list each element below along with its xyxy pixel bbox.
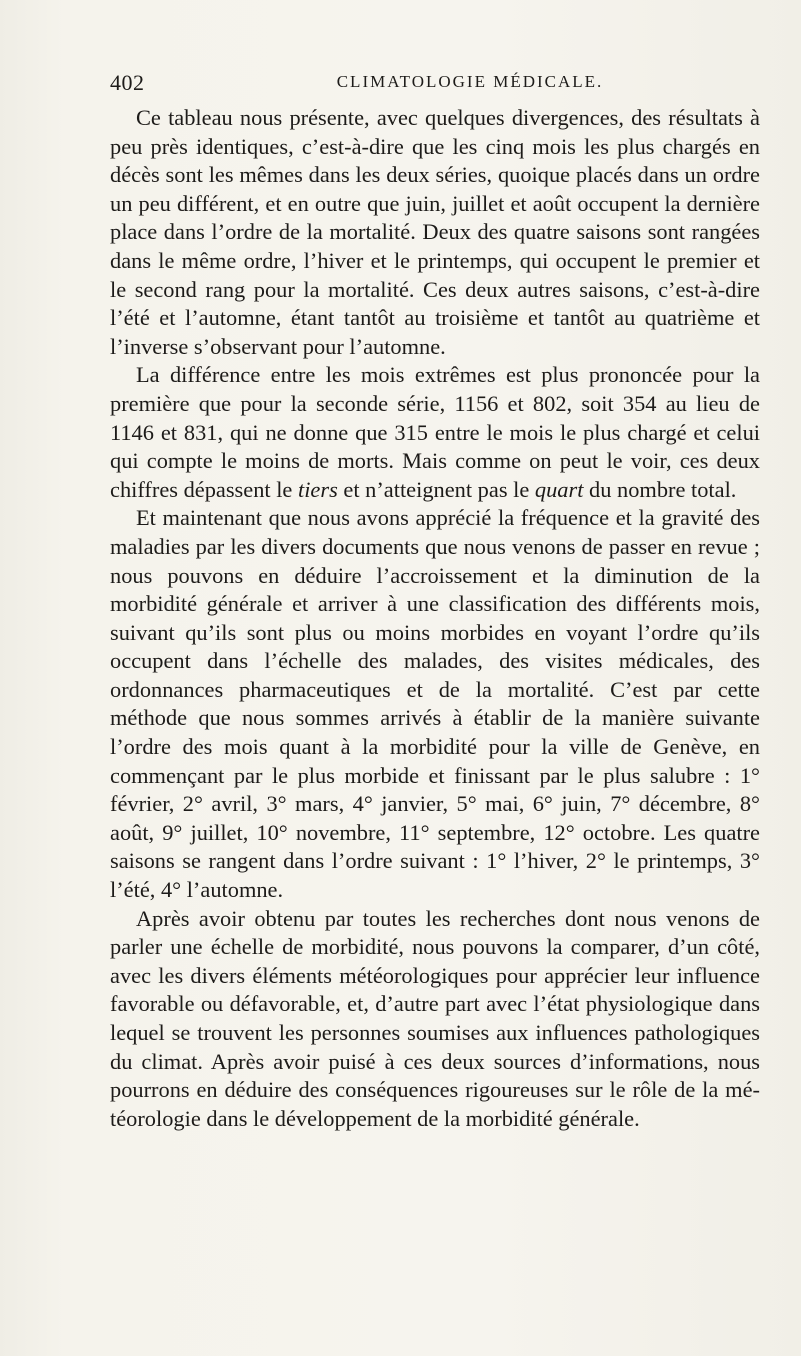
paragraph-3 bbox=[110, 504, 760, 904]
page-number: 402 bbox=[110, 70, 145, 95]
paragraph-3-text: Et maintenant que nous avons apprécié la fréquence et la gravité des maladies par les divers documents que nous venons de passer en revue ; nous pouvons en déduire l’accroissement et la diminution de la morbidité générale et arriver à une classification des différents mois, suivant qu’ils sont plus ou moins morbides en voyant l’ordre qu’ils occupent dans l’échelle des malades, des visites médicales, des ordonnances pharmaceutiques et de la mortalité. C’est par cette méthode que nous sommes arrivés à établir de la manière suivante l’ordre des mois quant à la morbidité pour la ville de Genève, en commençant par le plus morbide et finissant par le plus salubre : 1° février, 2° avril, 3° mars, 4° janvier, 5° mai, 6° juin, 7° décembre, 8° août, 9° juillet, 10° novembre, 11° septembre, 12° octobre. Les quatre saisons se rangent dans l’ordre suivant : 1° l’hiver, 2° le printemps, 3° l’été, 4° l’automne. bbox=[110, 505, 760, 903]
paragraph-4 bbox=[110, 905, 760, 1134]
paragraph-4-text: Après avoir obtenu par toutes les recherches dont nous venons de parler une échelle de morbidité, nous pouvons la comparer, d’un côté, avec les divers éléments météorologiques pour apprécier leur influence favorable ou défavorable, et, d’autre part avec l’état physiologique dans lequel se trouvent les personnes soumises aux influences pathologiques du climat. Après avoir puisé à ces deux sources d’informations, nous pourrons en déduire des conséquences rigoureuses sur le rôle de la météorologie dans le développement de la morbidité générale. bbox=[110, 905, 760, 1131]
italic-quart: quart bbox=[534, 476, 584, 502]
paragraph-1-text: Ce tableau nous présente, avec quelques divergences, des résultats à peu près identiques, c’est-à-dire que les cinq mois les plus chargés en décès sont les mêmes dans les deux séries, quoique placés dans un ordre un peu différent, et en outre que juin, juillet et août occupent la dernière place dans l’ordre de la mortalité. Deux des quatre saisons sont rangées dans le même ordre, l’hiver et le printemps, qui occupent le premier et le second rang pour la mortalité. Ces deux autres saisons, c’est-à-dire l’été et l’automne, étant tantôt au troisième et tantôt au quatrième et l’inverse s’observant pour l’automne. bbox=[110, 105, 760, 359]
running-title: CLIMATOLOGIE MÉDICALE. bbox=[336, 72, 604, 91]
paragraph-1 bbox=[110, 104, 760, 361]
paragraph-2-text-a: La différence entre les mois extrêmes est plus prononcée pour la première que pour la seconde série, 1156 et 802, soit 354 au lieu de 1146 et 831, qui ne donne que 315 entre le mois le plus chargé et celui qui compte le moins de morts. Mais comme on peut le voir, ces deux chiffres dépassent le bbox=[110, 362, 760, 502]
italic-tiers: tiers bbox=[297, 476, 338, 502]
paragraph-2-text-c: du nombre total. bbox=[583, 476, 737, 502]
paragraph-2 bbox=[110, 361, 760, 504]
paragraph-2-text-b: et n’atteignent pas le bbox=[337, 476, 535, 502]
running-head bbox=[110, 64, 770, 98]
body-text bbox=[110, 104, 760, 1133]
